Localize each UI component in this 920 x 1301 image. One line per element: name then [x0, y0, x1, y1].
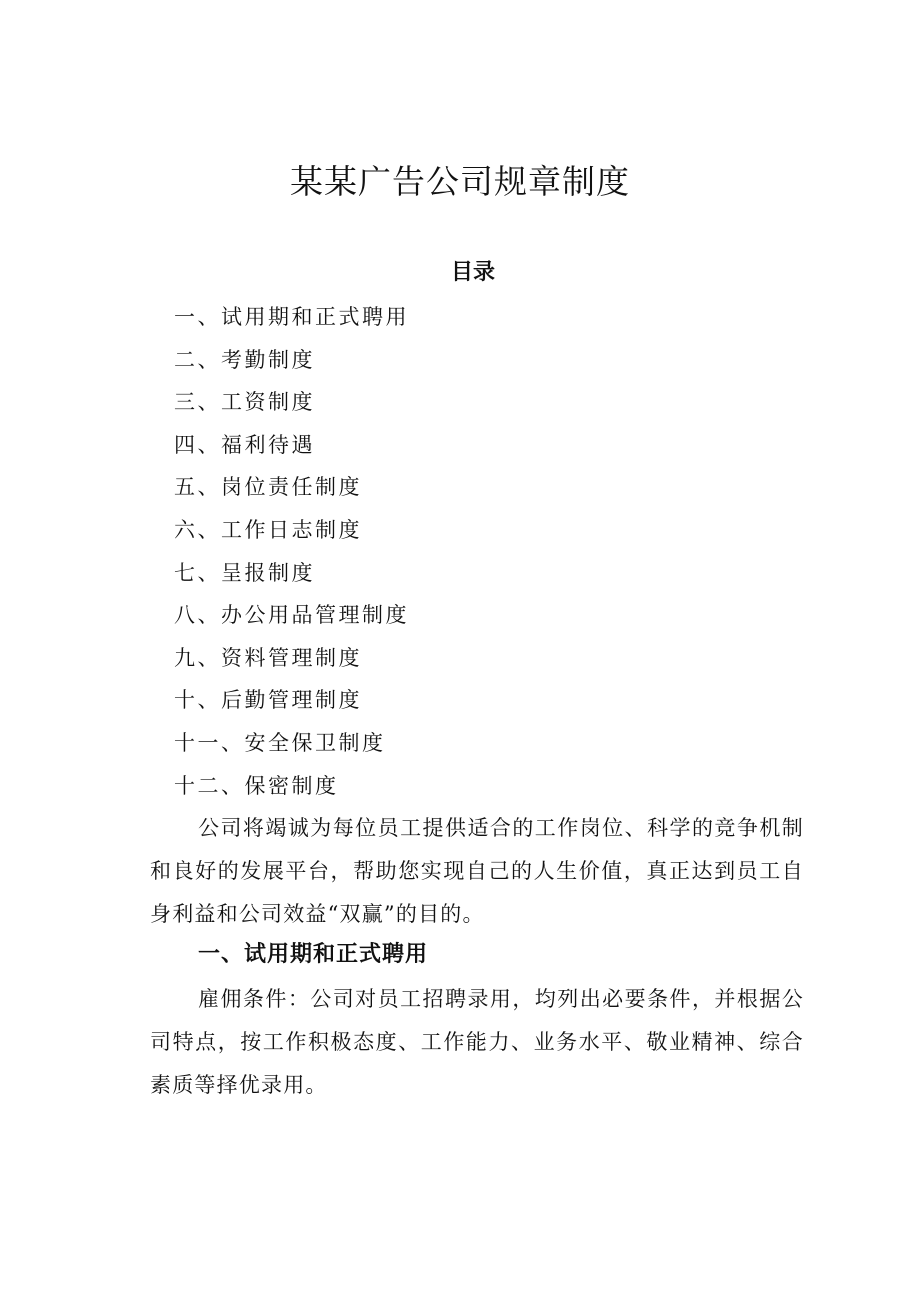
toc-item-8: 八、办公用品管理制度 — [174, 603, 409, 628]
toc-item-9: 九、资料管理制度 — [174, 645, 362, 670]
toc-item-6: 六、工作日志制度 — [174, 517, 362, 542]
table-of-contents — [174, 296, 409, 807]
toc-item-7: 七、呈报制度 — [174, 560, 315, 585]
toc-item-2: 二、考勤制度 — [174, 347, 315, 372]
toc-item-1: 一、试用期和正式聘用 — [174, 305, 409, 329]
toc-item-3: 三、工资制度 — [174, 390, 315, 415]
document-title: 某某广告公司规章制度 — [290, 162, 630, 201]
toc-item-4: 四、福利待遇 — [174, 432, 315, 457]
section-heading-probation: 一、试用期和正式聘用 — [198, 942, 429, 967]
hiring-conditions-paragraph: 雇佣条件：公司对员工招聘录用，均列出必要条件，并根据公司特点，按工作积极态度、工作能力、业务水平、敬业精神、综合素质等择优录用。 — [150, 987, 804, 1097]
toc-heading: 目录 — [450, 260, 495, 285]
toc-item-12: 十二、保密制度 — [174, 773, 339, 798]
toc-item-11: 十一、安全保卫制度 — [174, 730, 386, 755]
toc-item-10: 十、后勤管理制度 — [174, 688, 362, 713]
intro-paragraph: 公司将竭诚为每位员工提供适合的工作岗位、科学的竞争机制和良好的发展平台，帮助您实现自己的人生价值，真正达到员工自身利益和公司效益“双赢”的目的。 — [150, 816, 804, 926]
toc-item-5: 五、岗位责任制度 — [174, 475, 362, 500]
